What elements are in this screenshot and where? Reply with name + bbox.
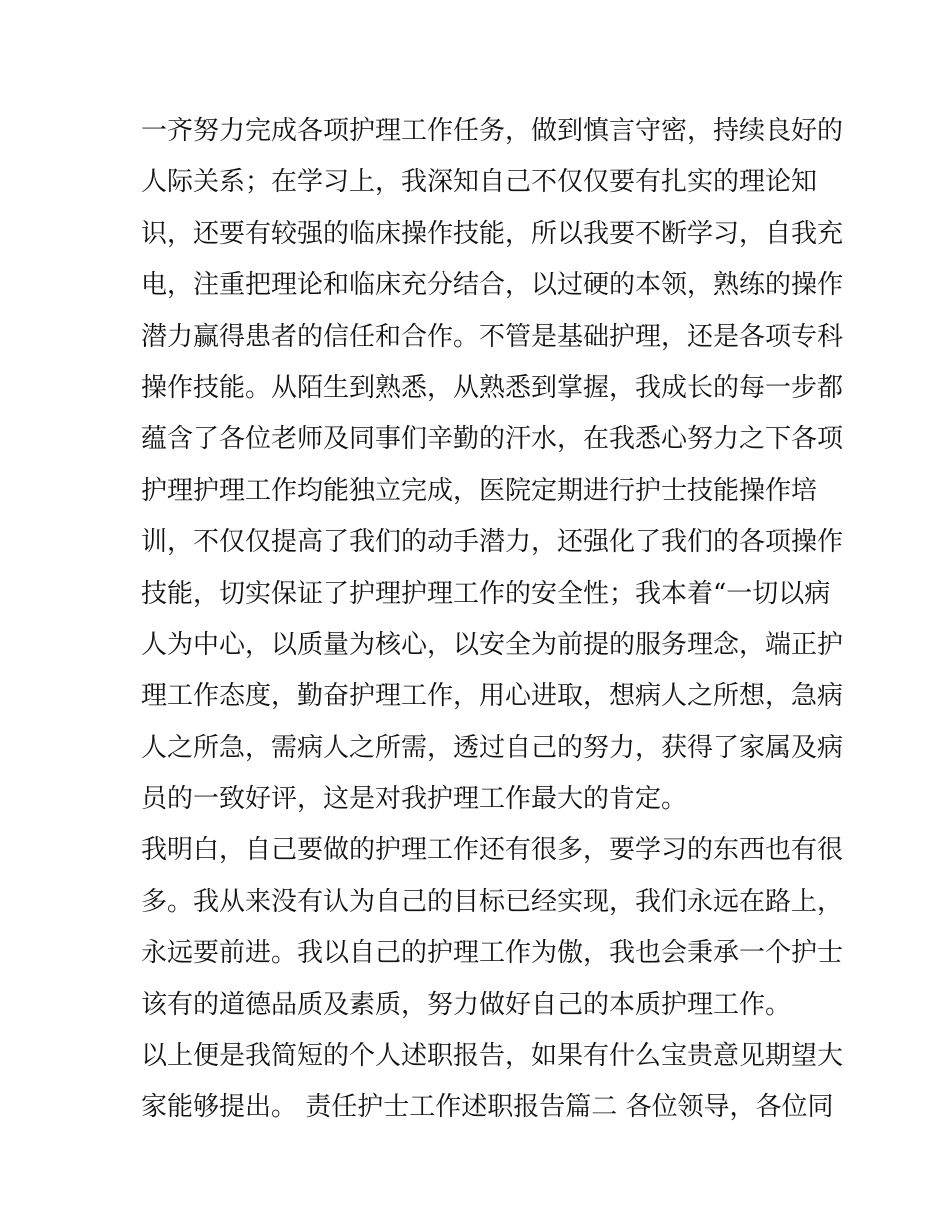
text-line: 操作技能。从陌生到熟悉，从熟悉到掌握，我成长的每一步都 [141,372,844,403]
text-line: 护理护理工作均能独立完成，医院定期进行护士技能操作培 [141,475,818,506]
text-line: 我明白，自己要做的护理工作还有很多，要学习的东西也有很 [141,835,844,866]
text-line: 永远要前进。我以自己的护理工作为傲，我也会秉承一个护士 [141,938,844,969]
text-line: 蕴含了各位老师及同事们辛勤的汗水，在我悉心努力之下各项 [141,424,844,455]
text-line: 理工作态度，勤奋护理工作，用心进取，想病人之所想，急病 [141,681,844,712]
text-line: 训，不仅仅提高了我们的动手潜力，还强化了我们的各项操作 [141,527,844,558]
body-text [141,106,844,1134]
text-line: 一齐努力完成各项护理工作任务，做到慎言守密，持续良好的 [141,116,844,146]
text-line: 人之所急，需病人之所需，透过自己的努力，获得了家属及病 [141,732,844,763]
text-line: 员的一致好评，这是对我护理工作最大的肯定。 [141,784,688,815]
text-line: 技能，切实保证了护理护理工作的安全性；我本着“一切以病 [141,578,831,609]
text-line: 识，还要有较强的临床操作技能，所以我要不断学习，自我充 [141,218,844,249]
text-line: 潜力赢得患者的信任和合作。不管是基础护理，还是各项专科 [141,321,844,352]
text-line: 家能够提出。 责任护士工作述职报告篇二 各位领导，各位同 [141,1092,834,1123]
text-line: 多。我从来没有认为自己的目标已经实现，我们永远在路上， [141,886,844,917]
text-line: 电，注重把理论和临床充分结合，以过硬的本领，熟练的操作 [141,270,844,301]
text-line: 人为中心，以质量为核心，以安全为前提的服务理念，端正护 [141,629,844,660]
text-line: 以上便是我简短的个人述职报告，如果有什么宝贵意见期望大 [141,1041,844,1072]
text-line: 人际关系；在学习上，我深知自己不仅仅要有扎实的理论知 [141,167,818,198]
text-line: 该有的道德品质及素质，努力做好自己的本质护理工作。 [141,989,792,1020]
